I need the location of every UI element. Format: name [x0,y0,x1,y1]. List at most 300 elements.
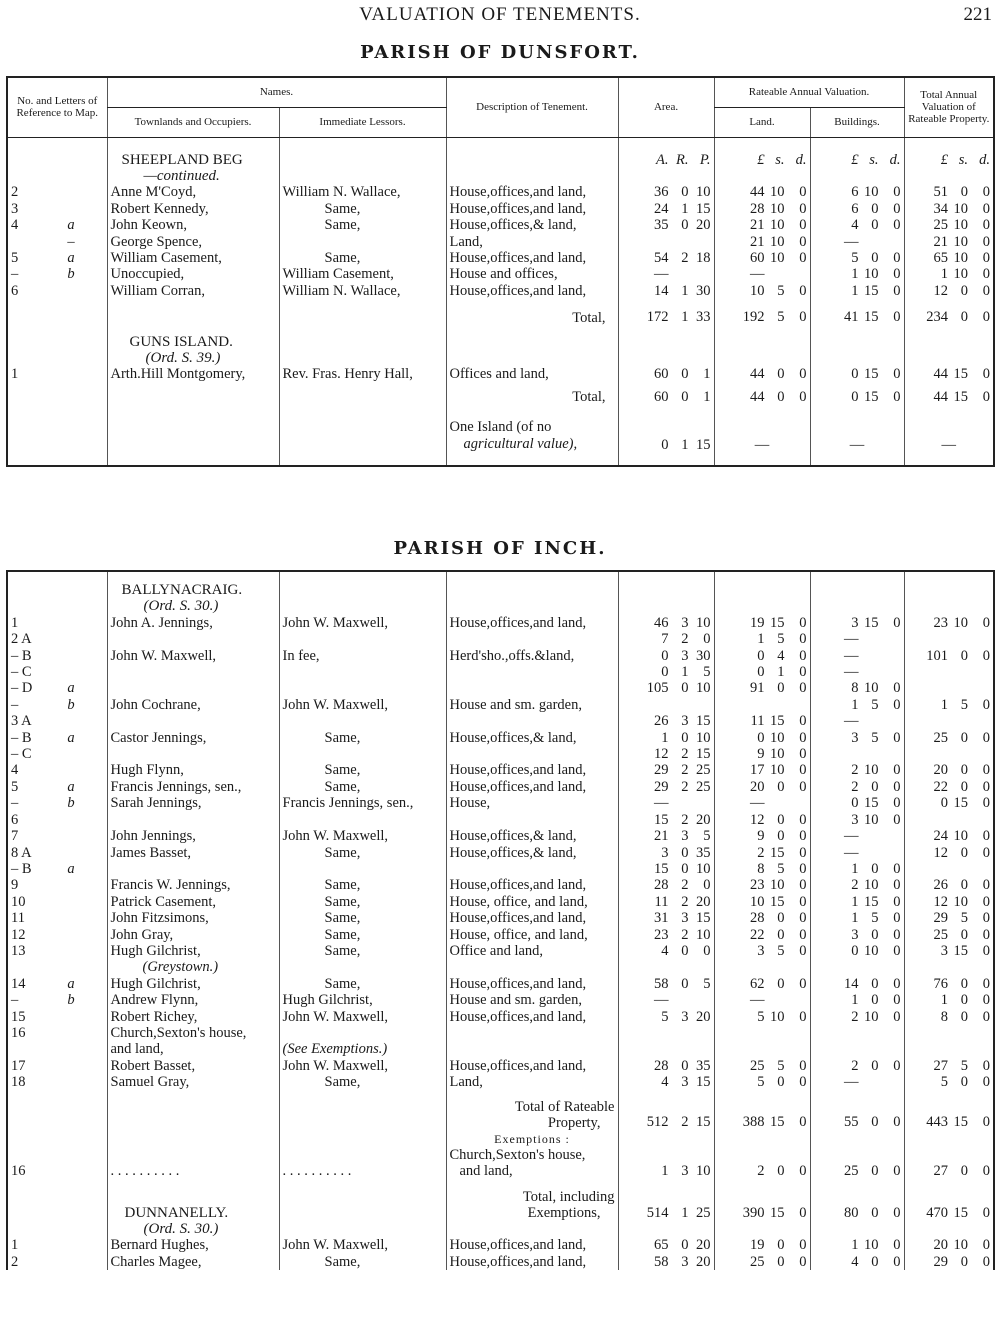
land-value-part: 0 [799,200,807,217]
area-value [618,1099,714,1131]
buildings-value [810,234,904,250]
area-value-part: 36 [654,184,669,201]
immediate-lessor: John W. Maxwell, [279,1009,446,1025]
empty-cell [904,405,994,419]
island-line: agricultural value), [463,436,578,453]
total-value-part: 0 [982,184,991,201]
buildings-value-part: 15 [864,309,879,326]
land-value-part: 28 [750,200,765,217]
area-value-part: 28 [654,1057,669,1074]
area-value-part: 5 [661,1008,669,1025]
area-value-part: 0 [681,844,689,861]
area-value-part: 0 [703,877,711,894]
spacer-row [7,1091,994,1099]
area-value-part: 29 [654,778,669,795]
immediate-lessor [279,234,446,250]
rateable-total-row [7,1099,994,1131]
tenement-description: House,offices,& land, [446,217,618,233]
land-value-part: 0 [799,680,807,697]
total-value [904,266,994,282]
unit-label: P. [699,151,711,168]
table-row [7,697,994,713]
map-ref-number: – [11,266,19,283]
map-ref [7,910,107,926]
land-value-part: 0 [799,309,807,326]
total-value-part: 0 [982,942,990,959]
immediate-lessor [279,1025,446,1041]
total-value-part: 0 [982,217,991,234]
buildings-value-part: 3 [851,926,859,943]
land-value-part: 15 [770,1204,785,1221]
buildings-value-part: 0 [871,975,879,992]
total-value [904,234,994,250]
total-value [904,1147,994,1179]
total-value-part: 1 [940,696,948,713]
total-including-exemptions-row-label-line: Exemptions, [527,1205,601,1221]
unit-label: s. [869,151,879,168]
empty-cell [107,1179,279,1189]
area-value-part: 35 [654,217,669,234]
empty-cell [904,137,994,152]
immediate-lessor: John W. Maxwell, [279,615,446,631]
buildings-value-part: — [844,828,859,845]
land-value-part: 0 [799,926,807,943]
area-value-part: 0 [681,1057,689,1074]
empty-cell [618,1131,714,1147]
land-value-part: — [750,795,765,812]
total-value [904,1237,994,1253]
area-value-part: 25 [696,1204,711,1221]
land-value-part: 0 [799,828,807,845]
total-value [904,1074,994,1090]
land-value-part: 0 [799,860,807,877]
map-ref [7,943,107,959]
area-value [618,976,714,992]
land-value-part: 10 [770,729,785,746]
map-ref-letter: a [67,729,75,746]
map-ref-number: 16 [11,1024,26,1041]
empty-cell [279,137,446,152]
empty-cell [810,598,904,614]
land-value [714,910,810,926]
area-value-part: 15 [696,910,711,927]
tenement-description [446,680,618,696]
table-row [7,366,994,382]
empty-cell [279,1091,446,1099]
total-value-part: 0 [960,975,968,992]
empty-cell [7,582,107,598]
empty-cell [904,1179,994,1189]
area-value-part: 1 [681,1204,689,1221]
buildings-value-part: 0 [893,860,901,877]
immediate-lessor: John W. Maxwell, [279,697,446,713]
land-value [714,631,810,647]
buildings-value-part: 4 [851,1253,859,1270]
area-value-part: 2 [681,877,689,894]
empty-cell [7,137,107,152]
occupier-name: Robert Kennedy, [107,201,279,217]
total-value [904,389,994,405]
land-value [714,266,810,282]
buildings-value-part: 0 [851,388,859,405]
buildings-value-part: 0 [893,729,901,746]
land-value-part: 22 [750,926,765,943]
land-value-part: 0 [799,746,807,763]
col-rav: Rateable Annual Valuation. [714,77,904,107]
buildings-value [810,1041,904,1057]
area-value-part: 58 [654,1253,669,1270]
buildings-value-part: 0 [893,877,901,894]
area-value-part: 3 [681,647,689,664]
exemption-description [446,1147,618,1179]
buildings-value-part: — [844,1074,859,1091]
land-value-part: 19 [750,614,765,631]
buildings-value [810,845,904,861]
buildings-value-part: 0 [851,366,859,383]
empty-cell [107,1099,279,1131]
empty-cell [107,299,279,309]
total-value [904,976,994,992]
buildings-value [810,976,904,992]
immediate-lessor: John W. Maxwell, [279,1237,446,1253]
buildings-value [810,746,904,762]
table-row [7,615,994,631]
empty-cell [810,299,904,309]
spacer-row [7,137,994,152]
area-value-part: 31 [654,910,669,927]
total-value [904,631,994,647]
map-ref [7,1009,107,1025]
area-value-part: 3 [681,713,689,730]
empty-cell [714,326,810,334]
buildings-value-part: 1 [851,910,859,927]
col-total: Total Annual Valuation of Rateable Property. [904,77,994,137]
buildings-value-part: 0 [893,309,901,326]
land-value-part: 10 [770,877,785,894]
tenement-description [446,746,618,762]
total-value-part: 76 [933,975,948,992]
area-value [618,746,714,762]
area-value-part: 25 [696,778,711,795]
land-value-part: 1 [757,631,765,648]
buildings-value [810,795,904,811]
area-value-part: 5 [703,975,711,992]
tenement-description: House,offices,& land, [446,828,618,844]
dunsfort-body [7,137,994,466]
empty-cell [279,389,446,405]
buildings-value-part: 0 [893,795,901,812]
dotted-leader: . . . . . . . . . . [107,1147,279,1179]
land-value-part: 0 [799,910,807,927]
land-value-part: 17 [750,762,765,779]
buildings-value [810,648,904,664]
area-value [618,680,714,696]
land-value [714,697,810,713]
area-value-part: 0 [703,631,711,648]
buildings-value-part: 0 [893,1204,901,1221]
area-value [618,943,714,959]
area-value-part: 10 [696,1162,711,1179]
area-value [618,959,714,975]
exemptions-heading-row [7,1131,994,1147]
land-value-part: 10 [770,762,785,779]
buildings-value-part: 2 [851,762,859,779]
buildings-value [810,927,904,943]
buildings-value-part: 41 [844,309,859,326]
tenement-description: House,offices,and land, [446,250,618,266]
area-value-part: 26 [654,713,669,730]
buildings-value [810,664,904,680]
empty-cell [810,137,904,152]
occupier-name: Patrick Casement, [107,894,279,910]
table-row [7,217,994,233]
total-value-part: 10 [953,233,969,250]
buildings-value-part: 0 [893,184,901,201]
land-value [714,1009,810,1025]
empty-cell [714,405,810,419]
empty-cell [714,152,810,168]
area-value-part: — [654,795,669,812]
spacer-row [7,453,994,466]
tenement-description: House,offices,& land, [446,845,618,861]
map-ref-letter: a [67,860,75,877]
total-value [904,894,994,910]
land-value-part: 5 [757,1074,765,1091]
table-row [7,713,994,729]
total-value-part: 0 [982,877,990,894]
map-ref-number: 10 [11,893,26,910]
total-value-part: 0 [960,1074,968,1091]
map-ref-number: 7 [11,828,19,845]
townland-heading-row [7,168,994,184]
area-value-part: 1 [661,729,669,746]
total-value-part: 0 [982,647,990,664]
empty-cell [7,334,107,350]
map-ref-number: – B [11,860,32,877]
land-value-part: 0 [777,778,785,795]
buildings-value-part: 0 [893,388,901,405]
buildings-value-part: 10 [864,811,879,828]
land-value-part: 0 [799,1253,807,1270]
inch-body [7,571,994,1270]
buildings-value [810,1025,904,1041]
empty-cell [279,1221,446,1237]
land-value-part: 390 [742,1204,765,1221]
map-ref [7,1074,107,1090]
tenement-description: House,offices,and land, [446,910,618,926]
total-value-part: 1 [940,266,949,283]
immediate-lessor: Same, [279,779,446,795]
land-value-part: 10 [770,233,785,250]
buildings-value [810,910,904,926]
land-value-part: 0 [799,811,807,828]
buildings-value [810,992,904,1008]
empty-cell [279,453,446,466]
table-row [7,795,994,811]
rateable-total-row-label-line: Property, [547,1114,601,1131]
map-ref [7,845,107,861]
empty-cell [810,1131,904,1147]
total-value [904,779,994,795]
immediate-lessor: Same, [279,217,446,233]
area-value [618,389,714,405]
immediate-lessor: Same, [279,1254,446,1270]
area-value [618,762,714,778]
buildings-value-part: 10 [864,762,879,779]
empty-cell [446,137,618,152]
total-value-part: 20 [933,762,948,779]
map-ref [7,1237,107,1253]
map-ref [7,217,107,233]
land-value-part: 10 [750,893,765,910]
table-row [7,992,994,1008]
total-value-part: 470 [926,1204,948,1221]
area-value [618,845,714,861]
land-value-part: 0 [757,647,765,664]
empty-cell [279,1189,446,1221]
occupier-name: Andrew Flynn, [107,992,279,1008]
island-line: One Island (of no [449,419,552,436]
total-value-part: 0 [982,778,990,795]
total-row-label-line: Total, [572,309,606,326]
exemption-line: Church,Sexton's house, [449,1147,586,1163]
buildings-value-part: 1 [851,696,859,713]
land-value [714,1041,810,1057]
empty-cell [7,326,107,334]
land-value-part: 0 [799,1162,807,1179]
total-value [904,309,994,325]
total-value [904,713,994,729]
tenement-description: House,offices,and land, [446,1058,618,1074]
area-value-part: 0 [681,217,689,234]
empty-cell [107,419,279,453]
land-value-part: 5 [777,1057,785,1074]
buildings-value-part: 5 [871,696,879,713]
buildings-value-part: 8 [851,680,859,697]
col-land: Land. [714,107,810,137]
buildings-value-part: 0 [893,926,901,943]
buildings-value-part: 0 [851,795,859,812]
land-value-part: — [750,266,765,283]
occupier-name: Robert Richey, [107,1009,279,1025]
col-desc: Description of Tenement. [446,77,618,137]
empty-cell [714,582,810,598]
total-value [904,812,994,828]
area-value-part: 20 [696,811,711,828]
map-ref-letter: – [67,233,75,250]
immediate-lessor [279,746,446,762]
empty-cell [618,453,714,466]
total-value-part: 0 [982,696,990,713]
land-value-part: 0 [799,844,807,861]
col-names: Names. [107,77,446,107]
area-value [618,812,714,828]
land-value-part: 9 [757,746,765,763]
land-value-part: 15 [770,1114,785,1131]
total-value [904,1099,994,1131]
area-value-part: 15 [654,811,669,828]
unit-label: £ [851,151,859,168]
occupier-name: Francis W. Jennings, [107,877,279,893]
area-value [618,366,714,382]
exemption-row [7,1147,994,1179]
map-ref-number: 1 [11,1237,19,1254]
total-value-part: 15 [953,795,968,812]
table-row [7,812,994,828]
area-value-part: 15 [696,1114,711,1131]
total-value [904,992,994,1008]
land-value-part: 3 [757,942,765,959]
total-value [904,366,994,382]
immediate-lessor: John W. Maxwell, [279,1058,446,1074]
area-value [618,779,714,795]
total-value [904,795,994,811]
tenement-description: Office and land, [446,943,618,959]
buildings-value [810,1099,904,1131]
immediate-lessor [279,713,446,729]
empty-cell [446,168,618,184]
empty-cell [904,582,994,598]
map-ref [7,828,107,844]
buildings-value-part: 15 [864,282,879,299]
total-value-part: 0 [982,266,991,283]
land-value-part: 44 [750,388,765,405]
land-value-part: 10 [750,282,765,299]
land-value [714,1189,810,1221]
immediate-lessor: In fee, [279,648,446,664]
occupier-name: William Corran, [107,283,279,299]
total-value-part: 10 [953,893,968,910]
empty-cell [107,405,279,419]
buildings-value-part: 5 [851,249,859,266]
empty-cell [810,405,904,419]
dotted-leader: . . . . . . . . . . [279,1147,446,1179]
area-value [618,697,714,713]
area-value [618,201,714,217]
area-value [618,1147,714,1179]
buildings-value-part: 10 [864,184,879,201]
empty-cell [810,582,904,598]
empty-cell [7,350,107,366]
immediate-lessor: John W. Maxwell, [279,828,446,844]
map-ref [7,877,107,893]
area-value-part: 30 [696,647,711,664]
area-value [618,1025,714,1041]
total-value-part: 0 [960,1008,968,1025]
buildings-value-part: 10 [864,266,879,283]
area-value-part: 0 [703,942,711,959]
table-row [7,1025,994,1041]
occupier-name: Arth.Hill Montgomery, [107,366,279,382]
empty-cell [446,582,618,598]
total-value-part: 51 [933,184,949,201]
buildings-value-part: 1 [851,992,859,1009]
empty-cell [810,168,904,184]
land-value-part: 0 [799,1114,807,1131]
townland-guns-island: GUNS ISLAND. [107,334,279,350]
total-value-part: 29 [933,910,948,927]
tenement-description: Offices and land, [446,366,618,382]
empty-cell [7,1179,107,1189]
area-value-part: 33 [696,309,711,326]
land-value [714,234,810,250]
land-value-part: 4 [777,647,785,664]
area-value-part: 14 [654,282,669,299]
buildings-value-part: 3 [851,811,859,828]
total-value [904,184,994,200]
total-value [904,1025,994,1041]
col-townlands: Townlands and Occupiers. [107,107,279,137]
